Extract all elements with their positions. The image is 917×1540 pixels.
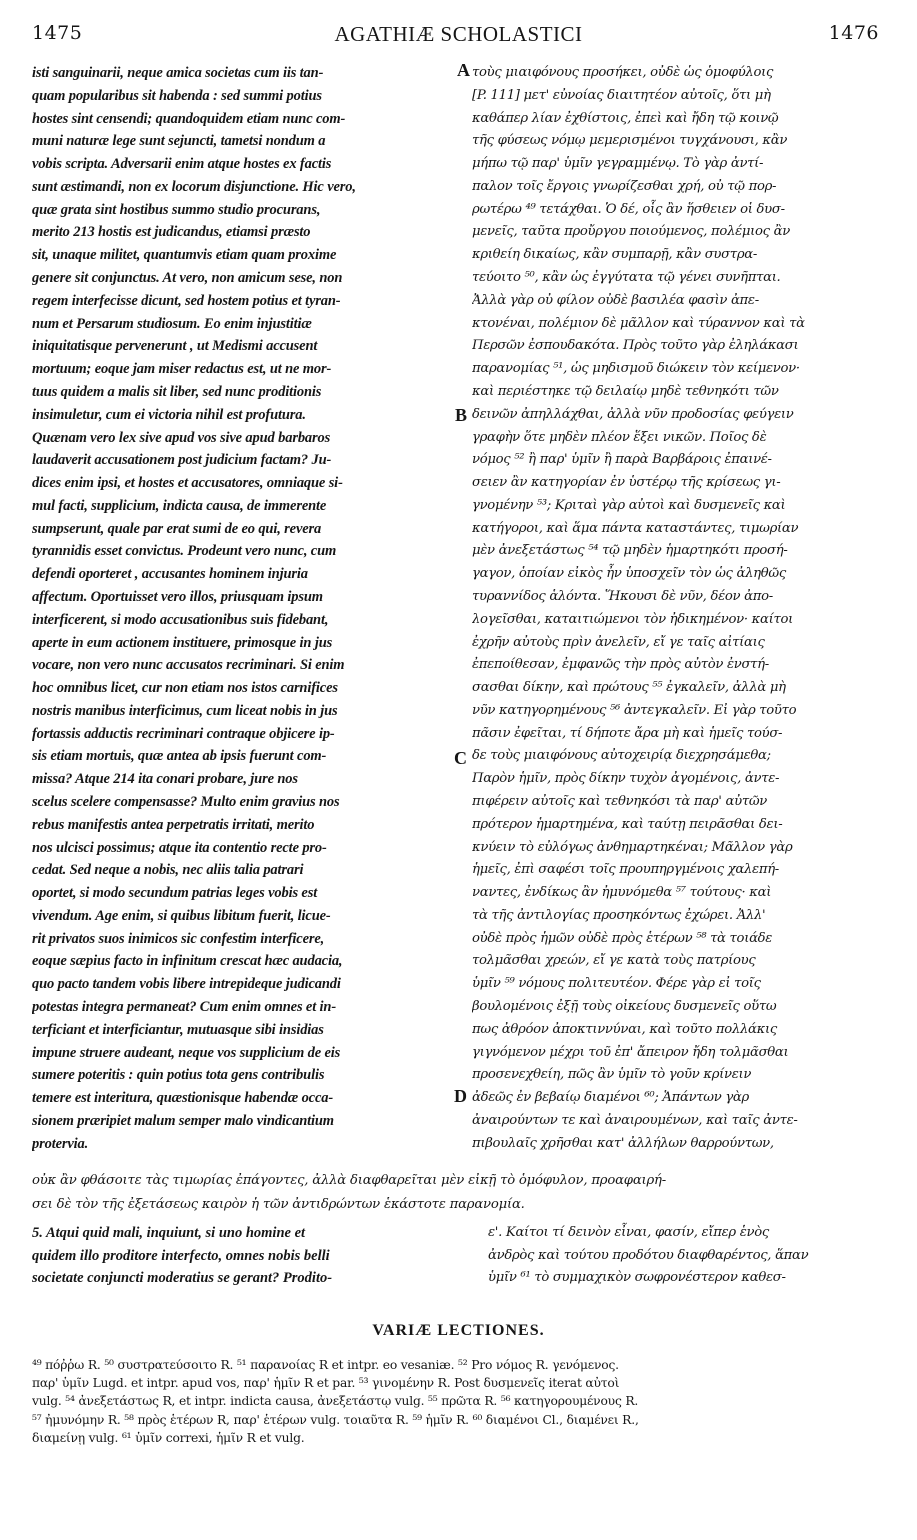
greek-text-line: βουλομένοις ἐξῇ τοὺς οἰκείους δυσμενεῖς οὕτω: [472, 999, 777, 1015]
greek-text-line: παλον τοῖς ἔργοις γνωρίζεσθαι χρή, οὐ τῷ πορ-: [472, 178, 777, 194]
variants-heading: VARIÆ LECTIONES.: [372, 1322, 545, 1339]
greek-text-line: κριθείη δικαίως, κἂν συμπαρῇ, κἂν συστρα-: [472, 247, 758, 263]
greek-text-line: τοὺς μιαιφόνους προσήκει, οὐδὲ ὡς ὁμοφύλοις: [472, 65, 774, 80]
latin-text-line: terficiant et interficiantur, mutuasque sibi insidias: [32, 1021, 324, 1038]
greek-text-line: τολμᾶσθαι χρεών, εἴ γε κατὰ τοὺς πατρίους: [472, 953, 756, 969]
latin-text-line: nostris manibus interficimus, cum liceat nobis in jus: [32, 702, 338, 719]
latin-text-line: quam popularibus sit habenda : sed summi potius: [32, 87, 322, 104]
latin-text-line: Quænam vero lex sive apud vos sive apud barbaros: [32, 429, 331, 446]
greek-continuation-line: σει δὲ τὸν τῆς ἐξετάσεως καιρὸν ἡ τῶν ἀντιδρώντων ἑκάστοτε παρανομία.: [32, 1197, 525, 1212]
variants-notes: [32, 1356, 892, 1447]
variant-note-line: vulg. ⁵⁴ ἀνεξετάστως R, et intpr. indicta causa, ἀνεξετάστῳ vulg. ⁵⁵ πρῶτα R. ⁵⁶ κατηγορουμένους R.: [32, 1394, 639, 1409]
greek-text-line: σασθαι δίκην, καὶ πρώτους ⁵⁵ ἐγκαλεῖν, ἀλλὰ μὴ: [472, 680, 786, 696]
latin-text-line: cedat. Sed neque a nobis, nec aliis talia patrari: [32, 862, 304, 879]
page-number-left: 1475: [32, 22, 83, 44]
margin-letter-b: B: [455, 405, 468, 425]
greek-text-line: πως ἀθρόον ἀποκτιννύναι, καὶ τοῦτο πολλάκις: [472, 1021, 777, 1037]
latin-text-line: quidem illo proditore interfecto, omnes nobis belli: [32, 1247, 330, 1264]
greek-text-line: γιγνόμενον μέχρι τοῦ ἐπ' ἄπειρον ἤδη τολμᾶσθαι: [472, 1044, 789, 1060]
variant-note-line: ⁵⁷ ἠμυνόμην R. ⁵⁸ πρὸς ἑτέρων R, παρ' ἑτέρων vulg. τοιαῦτα R. ⁵⁹ ἡμῖν R. ⁶⁰ διαμένοι Cl., διαμένει R.,: [32, 1412, 639, 1427]
greek-text-line: Ἀλλὰ γὰρ οὐ φίλον οὐδὲ βασιλέα φασὶν ἀπε-: [472, 292, 759, 308]
latin-text-line: defendi oporteret , accusantes hominem injuria: [32, 566, 308, 583]
greek-text-line: τῆς φύσεως νόμῳ μεμερισμένοι τυγχάνουσι, κἂν: [472, 133, 788, 149]
greek-continuation-line: οὐκ ἂν φθάσοιτε τὰς τιμωρίας ἐπάγοντες, ἀλλὰ διαφθαρεῖται μὲν εἰκῇ τὸ ὁμόφυλον, προαφαιρή-: [32, 1173, 667, 1188]
latin-text-line: mul facti, supplicium, indicta causa, de immerente: [32, 497, 327, 514]
latin-text-line: sionem præripiet malum semper malo vindicantium: [32, 1112, 334, 1129]
latin-text-line: temere est interitura, quæstionisque habendæ occa-: [32, 1090, 334, 1107]
latin-text-line: impune struere audeant, neque vos supplicium de eis: [32, 1044, 341, 1061]
greek-text-line: ἀδεῶς ἐν βεβαίῳ διαμένοι ⁶⁰; Ἁπάντων γὰρ: [472, 1090, 749, 1106]
greek-text-line: τὰ τῆς ἀντιλογίας προσηκόντως ἐχώρει. Ἀλλ': [472, 907, 766, 923]
latin-text-line: potestas integra permaneat? Cum enim omnes et in-: [32, 999, 337, 1016]
latin-text-line: iniquitatisque pervenerunt , ut Medismi accusent: [32, 338, 318, 355]
latin-text-line: laudaverit accusationem post judicium factam? Ju-: [32, 452, 332, 469]
greek-text-line: νῦν κατηγορημένους ⁵⁶ ἀντεγκαλεῖν. Εἰ γὰρ τοῦτο: [472, 702, 797, 718]
latin-text-line: eoque sæpius facto in infinitum crescat hæc audacia,: [32, 953, 343, 970]
latin-text-line: interficerent, si modo accusationibus suis fidebant,: [32, 611, 329, 628]
latin-text-line: oportet, si modo secundum patrias leges vobis est: [32, 885, 318, 902]
latin-text-line: sit, unaque militet, quantumvis etiam quam proxime: [32, 247, 337, 264]
latin-text-line: isti sanguinarii, neque amica societas cum iis tan-: [32, 65, 324, 81]
greek-text-line: ὑμῖν ⁶¹ τὸ συμμαχικὸν σωφρονέστερον καθεσ-: [488, 1270, 786, 1285]
latin-text-line: missa? Atque 214 ita conari probare, jure nos: [32, 771, 298, 788]
greek-text-line: οὐδὲ πρὸς ἡμῶν οὐδὲ πρὸς ἑτέρων ⁵⁸ τὰ τοιάδε: [472, 930, 773, 946]
latin-text-line: affectum. Oportuisset vero illos, priusquam ipsum: [32, 588, 323, 605]
greek-text-line: ναντες, ἐνδίκως ἂν ἠμυνόμεθα ⁵⁷ τούτους· καὶ: [472, 885, 772, 901]
greek-text-line: μήπω τῷ παρ' ὑμῖν γεγραμμένῳ. Τὸ γὰρ ἀντί-: [472, 156, 764, 172]
greek-text-line: σειεν ἂν κατηγορίαν ἐν ὑστέρῳ τῆς κρίσεως γι-: [472, 475, 781, 491]
variant-note-line: ⁴⁹ πόῤῥω R. ⁵⁰ συστρατεύσοιτο R. ⁵¹ παρανοίας R et intpr. eo vesaniæ. ⁵² Pro νόμος R. γενόμενος.: [32, 1358, 619, 1372]
latin-text-line: insimuletur, cum ei victoria nihil est profutura.: [32, 406, 306, 423]
latin-text-line: num et Persarum studiosum. Eo enim injustitiæ: [32, 315, 312, 332]
greek-text-line: τεύοιτο ⁵⁰, κἂν ὡς ἐγγύτατα τῷ γένει συνῆπται.: [472, 270, 781, 286]
latin-text-line: quæ grata sint hostibus summo studio procurans,: [32, 201, 321, 218]
greek-text-line: γαγον, ὁποίαν εἰκὸς ἦν ὑποσχεῖν τὸν ὡς ἀληθῶς: [472, 566, 786, 582]
greek-text-line: ρωτέρω ⁴⁹ τετάχθαι. Ὁ δέ, οἷς ἂν ἥσθειεν οἱ δυσ-: [472, 201, 785, 217]
latin-text-line: societate conjuncti moderatius se gerant? Prodito-: [32, 1270, 333, 1286]
latin-text-line: sumpserunt, quale par erat sumi de eo qui, revera: [32, 520, 322, 537]
greek-text-line: μενεῖς, ταῦτα προὔργου ποιούμενος, πολέμιος ἂν: [472, 224, 790, 240]
latin-text-line: mortuum; eoque jam miser redactus est, ut ne mor-: [32, 361, 332, 378]
greek-text-line: τυραννίδος ἁλόντα. Ἥκουσι δὲ νῦν, δέον ἀπο-: [472, 588, 773, 604]
running-title: AGATHIÆ SCHOLASTICI: [334, 22, 583, 46]
greek-text-line: κατήγοροι, καὶ ἅμα πάντα καταστάντες, τιμωρίαν: [472, 520, 799, 536]
latin-text-line: tyrannidis esset convictus. Prodeunt vero nunc, cum: [32, 543, 337, 560]
greek-column: [472, 62, 884, 1156]
greek-text-line: Περσῶν ἐσπουδακότα. Πρὸς τοῦτο γὰρ ἐληλάκασι: [472, 338, 799, 354]
latin-text-line: nos ulcisci possimus; atque ita contentio recte pro-: [32, 839, 327, 856]
latin-text-line: 5. Atqui quid mali, inquiunt, si uno homine et: [32, 1225, 306, 1241]
latin-text-line: hostes sint censendi; quandoquidem etiam nunc com-: [32, 110, 346, 127]
latin-text-line: rit privatos suos inimicos sic confestim interficere,: [32, 930, 325, 947]
greek-text-line: ἐπεποίθεσαν, ἐμφανῶς τὴν πρὸς αὐτὸν ἐνστή-: [472, 657, 769, 673]
greek-text-line: ἡμεῖς, ἐπὶ σαφέσι τοῖς προυπηργμένοις χαλεπή-: [472, 862, 779, 878]
greek-text-line: πᾶσιν ἐφεῖται, τί δήποτε ἄρα μὴ καὶ ἡμεῖς τούσ-: [472, 725, 783, 741]
latin-text-line: muni naturæ lege sunt sejuncti, tametsi nondum a: [32, 133, 326, 150]
variant-note-line: παρ' ὑμῖν Lugd. et intpr. apud vos, παρ' ἡμῖν R et par. ⁵³ γινομένην R. Post δυσμενεῖς iterat αὐτοὶ: [32, 1376, 620, 1391]
latin-text-line: dices enim ipsi, et hostes et accusatores, omniaque si-: [32, 475, 343, 492]
latin-text-line: rebus manifestis antea perpetratis irritati, merito: [32, 816, 315, 833]
greek-text-line: [P. 111] μετ' εὐνοίας διαιτητέον αὐτοῖς, ὅτι μὴ: [472, 87, 771, 103]
greek-text-line: καθάπερ λίαν ἐχθίστοις, ἐπεὶ καὶ ἤδη τῷ κοινῷ: [472, 110, 779, 126]
greek-text-line: ἀνδρὸς καὶ τούτου προδότου διαφθαρέντος, ἅπαν: [488, 1247, 809, 1263]
margin-letter-c: C: [454, 748, 467, 768]
latin-text-line: fortassis adductis recriminari contraque objicere ip-: [32, 725, 335, 742]
latin-text-line: sis etiam mortuis, quæ antea ab ipsis fuerunt com-: [32, 748, 327, 765]
greek-text-line: πιφέρειν αὐτοῖς καὶ τεθνηκόσι τὰ παρ' αὐτῶν: [472, 794, 767, 809]
greek-text-line: ἀναιρούντων τε καὶ ἀναιρουμένων, καὶ ταῖς ἀντε-: [472, 1112, 798, 1128]
greek-text-line: νόμος ⁵² ἢ παρ' ὑμῖν ἢ παρὰ Βαρβάροις ἐπαινέ-: [472, 452, 772, 468]
latin-text-line: scelus scelere compensasse? Multo enim gravius nos: [32, 794, 340, 810]
latin-text-line: protervia.: [32, 1135, 89, 1152]
greek-text-line: ε'. Καίτοι τί δεινὸν εἶναι, φασίν, εἴπερ ἑνὸς: [488, 1225, 769, 1240]
greek-text-line: λογεῖσθαι, καταιτιώμενοι τὸν ἠδικημένον· καίτοι: [472, 611, 793, 627]
latin-text-line: sunt æstimandi, non ex locorum disjunctione. Hic vero,: [32, 178, 356, 195]
greek-text-line: προσενεχθείη, πῶς ἂν ὑμῖν τὸ γοῦν κρίνειν: [472, 1067, 752, 1083]
greek-text-line: δεινῶν ἀπηλλάχθαι, ἀλλὰ νῦν προδοσίας φεύγειν: [472, 406, 794, 422]
latin-text-line: vocare, non vero nunc accusatos recriminari. Si enim: [32, 657, 345, 674]
latin-text-line: regem interfecisse dicunt, sed hostem potius et tyran-: [32, 292, 341, 309]
greek-text-line: καὶ περιέστηκε τῷ δειλαίῳ μηδὲ τεθνηκότι τῶν: [472, 383, 779, 399]
latin-text-line: quo pacto tandem vobis libere intrepideque judicandi: [32, 976, 341, 993]
greek-text-line: παρανομίας ⁵¹, ὡς μηδισμοῦ διώκειν τὸν κείμενον·: [472, 361, 800, 377]
margin-letter-d: D: [454, 1086, 467, 1106]
section5-greek: [488, 1222, 884, 1290]
greek-text-line: πρότερον ἡμαρτημένα, καὶ ταύτῃ πειρᾶσθαι δει-: [472, 816, 783, 832]
greek-text-line: ὑμῖν ⁵⁹ νόμους πολιτευτέον. Φέρε γὰρ εἰ τοῖς: [472, 976, 761, 992]
greek-text-line: δε τοὺς μιαιφόνους αὐτοχειρίᾳ διεχρησάμεθα;: [472, 748, 771, 764]
greek-text-line: γραφὴν ὅτε μηδὲν πλέον ἕξει νικῶν. Ποῖος δὲ: [472, 429, 767, 445]
variant-note-line: διαμείνῃ vulg. ⁶¹ ὑμῖν correxi, ἡμῖν R et vulg.: [32, 1430, 305, 1445]
greek-text-line: πιβουλαῖς χρῆσθαι κατ' ἀλλήλων θαρρούντων,: [472, 1135, 774, 1151]
greek-text-line: ἐχρῆν αὐτοὺς πρὶν ἀνελεῖν, εἴ γε ταῖς αἰτίαις: [472, 634, 765, 650]
latin-column: [32, 62, 456, 1156]
latin-text-line: merito 213 hostis est judicandus, etiamsi præsto: [32, 224, 311, 241]
greek-text-line: κνύειν τὸ εὐλόγως ἀνθημαρτηκέναι; Μᾶλλον γὰρ: [472, 839, 793, 855]
section5-latin: [32, 1222, 456, 1290]
greek-text-line: μὲν ἀνεξετάστως ⁵⁴ τῷ μηδὲν ἡμαρτηκότι προσή-: [472, 543, 788, 559]
greek-text-line: κτονέναι, πολέμιον δὲ μᾶλλον καὶ τύραννον καὶ τὰ: [472, 315, 805, 331]
page-number-right: 1476: [828, 22, 879, 44]
latin-text-line: sumere poteritis : quin potius tota gens contribulis: [32, 1067, 325, 1084]
latin-text-line: genere sit conjunctus. At vero, non amicum sese, non: [32, 270, 343, 287]
latin-text-line: hoc omnibus licet, cur non etiam nos istos carnifices: [32, 680, 338, 697]
latin-text-line: vobis scripta. Adversarii enim atque hostes ex factis: [32, 156, 332, 173]
latin-text-line: aperte in eum actionem instituere, primosque in jus: [32, 634, 333, 651]
latin-text-line: tuus quidem a malis sit liber, sed nunc proditionis: [32, 383, 322, 400]
margin-letter-a: A: [457, 60, 470, 80]
greek-text-line: Παρὸν ἡμῖν, πρὸς δίκην τυχὸν ἀγομένοις, ἀντε-: [472, 771, 780, 787]
latin-text-line: vivendum. Age enim, si quibus libitum fuerit, licue-: [32, 907, 331, 924]
greek-text-line: γνομένην ⁵³; Κριταὶ γὰρ αὐτοὶ καὶ δυσμενεῖς καὶ: [472, 497, 786, 513]
